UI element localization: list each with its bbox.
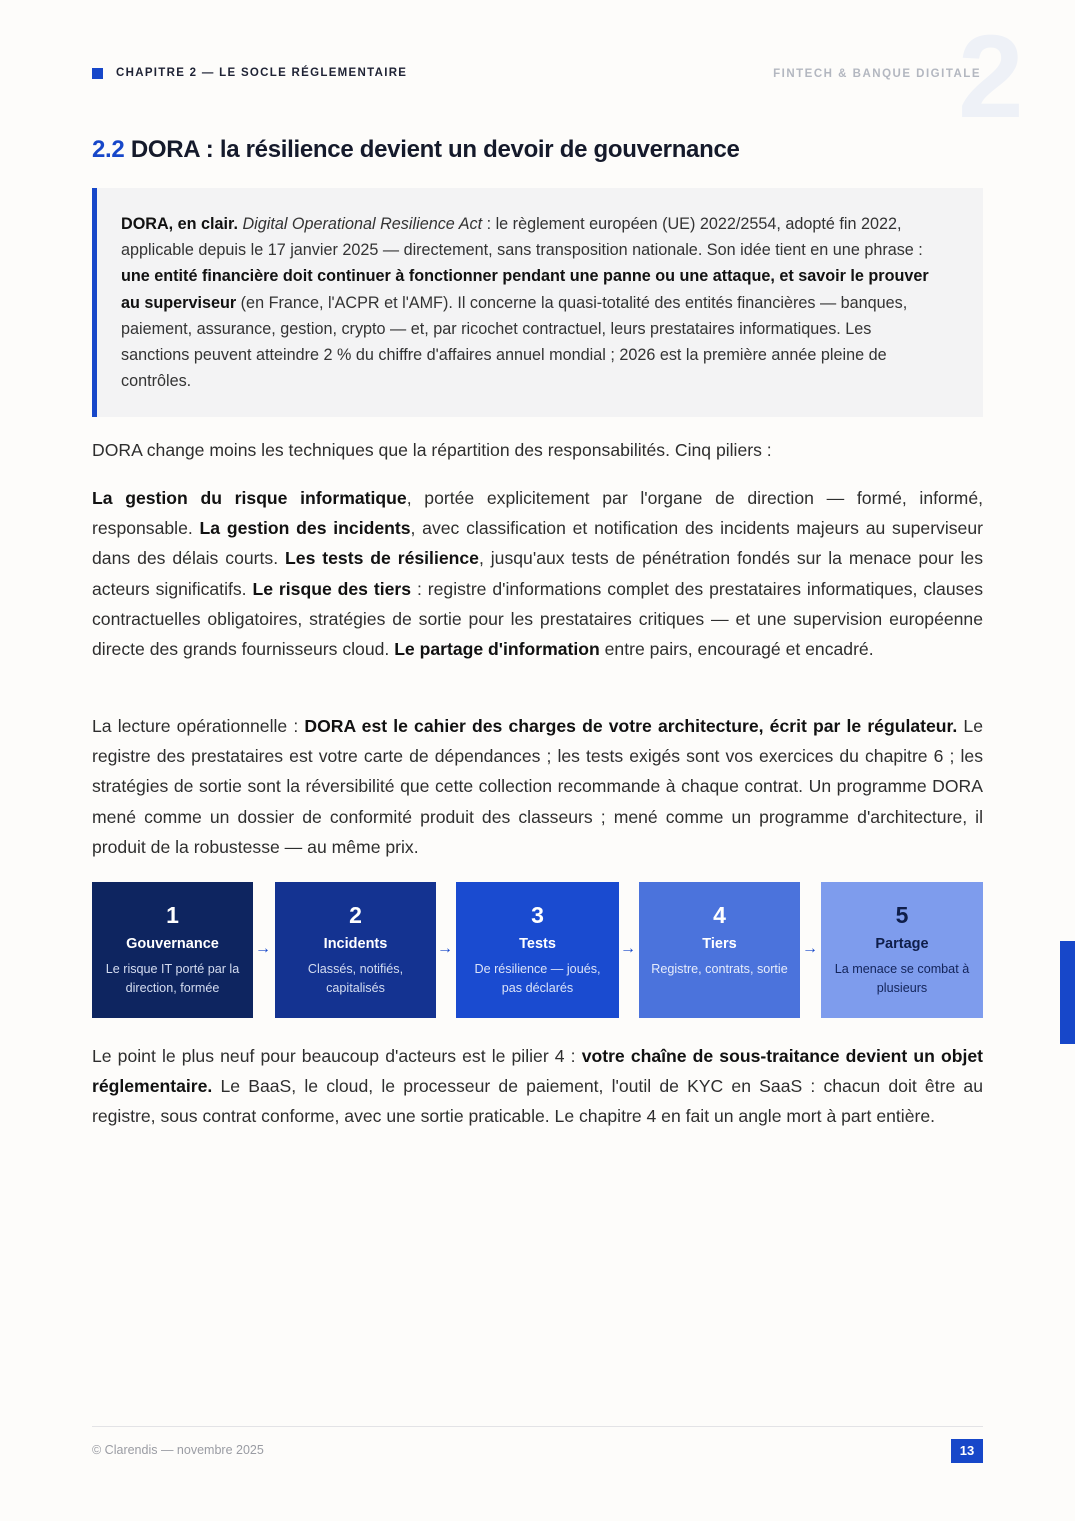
footer-divider bbox=[92, 1426, 983, 1427]
paragraph-emphasis: votre chaîne de sous-traitance devient un objet réglementaire. bbox=[92, 1046, 984, 1097]
callout-emphasis: une entité financière doit continuer à fonctionner pendant une panne ou une attaque, et savoir le prouver au superviseur bbox=[121, 267, 929, 312]
pillar-box bbox=[275, 882, 436, 1018]
pillar-title: Incidents bbox=[323, 936, 388, 952]
paragraph-text: , portée explicitement par l'organe de direction — formé, informé, responsable. bbox=[92, 488, 983, 539]
book-title: FINTECH & BANQUE DIGITALE bbox=[773, 68, 981, 80]
arrow-right-icon: → bbox=[255, 940, 271, 957]
callout-act-name: Digital Operational Resilience Act bbox=[242, 215, 483, 233]
paragraph-text: Le registre des prestataires est votre carte de dépendances ; les tests exigés sont vos exercices du chapitre 6 ; les stratégies de sortie sont la réversibilité que cette collection recommande à chaque contrat. Un programme DORA mené comme un dossier de conformité produit des classeurs ; mené comme un programme d'architecture, il produit de la robustesse — au même prix. bbox=[92, 716, 983, 857]
pillar-box bbox=[92, 882, 253, 1018]
chapter-marker bbox=[92, 68, 103, 79]
paragraph-text: La lecture opérationnelle : bbox=[92, 716, 305, 736]
paragraph-text: Le BaaS, le cloud, le processeur de paiement, l'outil de KYC en SaaS : chacun doit être au registre, sous contrat conforme, avec une sortie praticable. Le chapitre 4 en fait un angle mort à part entière. bbox=[92, 1076, 983, 1127]
pillar-term: Les tests de résilience bbox=[285, 548, 479, 569]
pillar-number: 2 bbox=[349, 902, 362, 928]
reading-paragraph bbox=[92, 711, 983, 862]
arrow-right-icon: → bbox=[802, 940, 818, 957]
pillar-title: Gouvernance bbox=[126, 936, 219, 952]
callout-lead: DORA, en clair. bbox=[121, 215, 238, 233]
pillar-number: 1 bbox=[166, 902, 179, 928]
pillar-description: De résilience — joués, pas déclarés bbox=[474, 962, 601, 995]
pillar-term: La gestion du risque informatique bbox=[92, 488, 407, 508]
section-heading bbox=[92, 136, 740, 164]
callout-box bbox=[92, 188, 983, 417]
pillar-number: 4 bbox=[713, 902, 726, 928]
paragraph-text: , avec classification et notification des incidents majeurs au superviseur dans des délais courts. bbox=[92, 518, 983, 569]
callout-text: (en France, l'ACPR et l'AMF). Il concerne la quasi-totalité des entités financières — banques, paiement, assurance, gestion, crypto — et, par ricochet contractuel, leurs prestataires informatiques. Les sanctions peuvent atteindre 2 % du chiffre d'affaires annuel mondial ; 2026 est la première année pleine de contrôles. bbox=[121, 293, 908, 391]
chapter-header: CHAPITRE 2 — LE SOCLE RÉGLEMENTAIRE bbox=[116, 67, 408, 79]
pillars-paragraph bbox=[92, 483, 983, 664]
paragraph-emphasis: DORA est le cahier des charges de votre architecture, écrit par le régulateur. bbox=[304, 716, 958, 736]
callout-text: : le règlement européen (UE) 2022/2554, adopté fin 2022, applicable depuis le 17 janvier 2025 — directement, sans transposition nationale. Son idée tient en une phrase : bbox=[121, 215, 923, 260]
chapter-number-watermark: 2 bbox=[958, 11, 1024, 143]
chapter-side-tab bbox=[1060, 941, 1075, 1044]
section-number: 2.2 bbox=[92, 136, 125, 163]
arrow-right-icon: → bbox=[437, 940, 453, 957]
pillar-description: Registre, contrats, sortie bbox=[651, 962, 788, 976]
pillar-description: Classés, notifiés, capitalisés bbox=[307, 962, 404, 995]
paragraph-text: : registre d'informations complet des prestataires informatiques, clauses contractuelles obligatoires, stratégies de sortie pour les prestataires critiques — et une supervision européenne directe des grands fournisseurs cloud. bbox=[92, 578, 984, 660]
pillar-term: La gestion des incidents bbox=[199, 518, 411, 539]
pillar-title: Tests bbox=[519, 936, 556, 952]
pillar-term: Le partage d'information bbox=[394, 639, 600, 660]
pillar-number: 5 bbox=[895, 902, 909, 928]
pillar-number: 3 bbox=[531, 902, 544, 928]
pillar-term: Le risque des tiers bbox=[252, 578, 412, 599]
paragraph-text: , jusqu'aux tests de pénétration fondés sur la menace pour les acteurs significatifs. bbox=[92, 548, 983, 599]
paragraph-text: entre pairs, encouragé et encadré. bbox=[599, 639, 874, 660]
final-paragraph bbox=[92, 1041, 983, 1132]
pillar-description: La menace se combat à plusieurs bbox=[834, 962, 970, 995]
footer-copyright: © Clarendis — novembre 2025 bbox=[92, 1443, 264, 1457]
arrow-right-icon: → bbox=[620, 940, 636, 957]
intro-paragraph: DORA change moins les techniques que la répartition des responsabilités. Cinq piliers : bbox=[92, 440, 772, 460]
pillar-description: Le risque IT porté par la direction, formée bbox=[105, 962, 240, 995]
pillar-title: Tiers bbox=[702, 936, 737, 952]
pillar-box bbox=[639, 882, 800, 1018]
page-number: 13 bbox=[951, 1439, 983, 1463]
pillar-box bbox=[456, 882, 619, 1018]
pillars-diagram bbox=[92, 882, 983, 1018]
section-title: DORA : la résilience devient un devoir de gouvernance bbox=[130, 136, 740, 163]
pillar-box bbox=[821, 882, 983, 1018]
paragraph-text: Le point le plus neuf pour beaucoup d'acteurs est le pilier 4 : bbox=[92, 1046, 582, 1066]
pillar-title: Partage bbox=[875, 936, 929, 952]
